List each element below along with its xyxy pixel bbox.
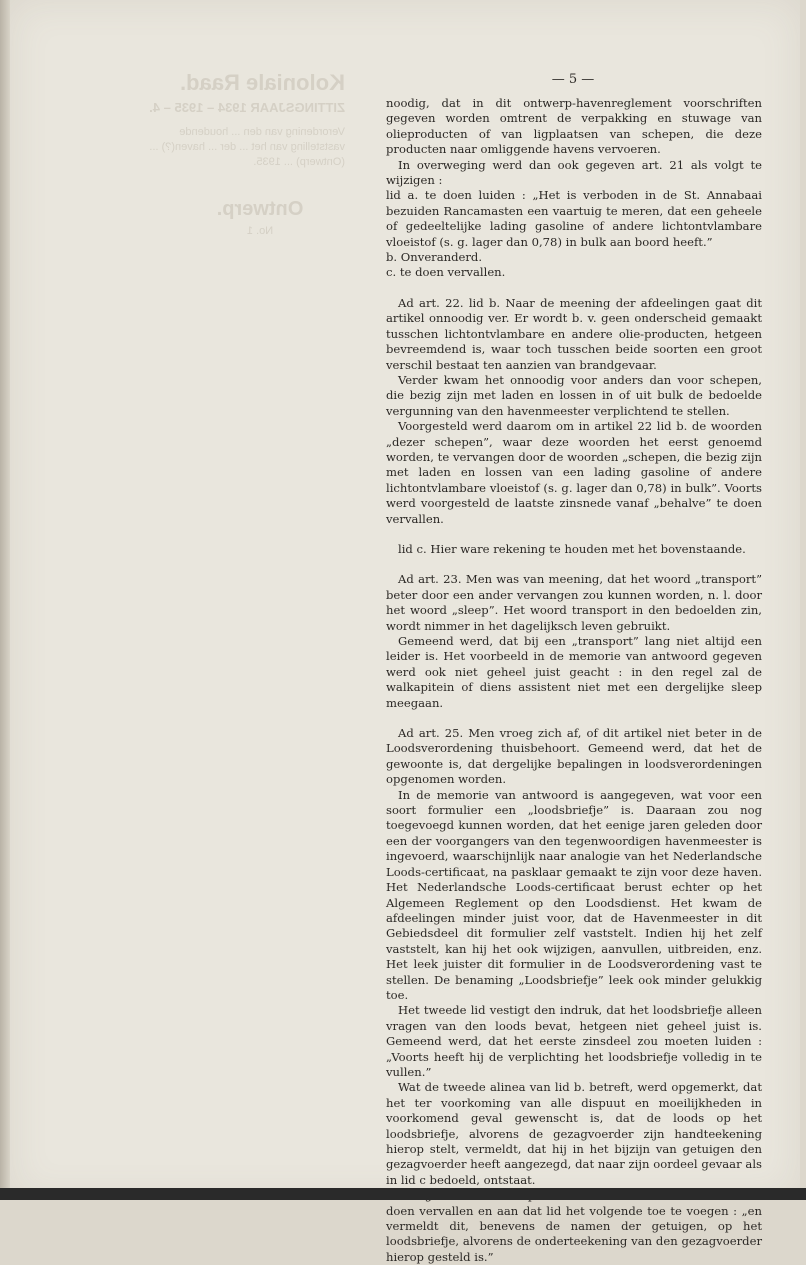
bleed-title: Ontwerp. — [216, 198, 304, 220]
page-number: — 5 — — [551, 72, 595, 87]
paragraph: In overweging werd dan ook gegeven art. 21 als volgt te wijzigen : — [386, 157, 762, 188]
paragraph: b. Onveranderd. — [386, 250, 483, 265]
paragraph: Voorgesteld werd daarom om in artikel 22 lid b. de woorden „dezer schepen”, waar deze woorden het eerst genoemd worden, te vervangen door de woorden „schepen, die bezig zijn met laden en lossen van een lading gasoline of andere lichtontvlambare vloeistof (s. g. lager dan 0,78) in bulk”. Voorts werd voorgesteld de laatste zinsnede vanaf „behalve” te doen vervallen. — [386, 419, 762, 526]
paragraph: c. te doen vervallen. — [386, 265, 506, 280]
scan-bottom-edge — [0, 1188, 806, 1200]
paragraph: In de memorie van antwoord is aangegeven, wat voor een soort formulier een „loodsbriefje” is. Daaraan zou nog toegevoegd kunnen worden, dat het eenige jaren geleden door een der voorgangers van den tegenwoordigen havenmeester is ingevoerd, waarschijnlijk naar analogie van het Nederlandsche Loods-certificaat, na pasklaar gemaakt te zijn voor deze haven. Het Nederlandsche Loods-certificaat berust echter op het Algemeen Reglement op den Loodsdienst. Het kwam de afdeelingen minder juist voor, dat de Havenmeester in dit Gebiedsdeel dit formulier zelf vaststelt. Indien hij het zelf vaststelt, kan hij het ook wijzigen, aanvullen, uitbreiden, enz. Het leek juister dit formulier in de Loodsverordening vast te stellen. De benaming „Loodsbriefje” leek ook minder gelukkig toe. — [386, 787, 762, 1002]
bleed-session: ZITTINGSJAAR 1934 – 1935 – 4. — [149, 100, 345, 115]
body-text — [386, 96, 762, 1265]
paragraph: Wat de tweede alinea van lid b. betreft, werd opgemerkt, dat het ter voorkoming van alle dispuut en moeilijkheden in voorkomend geval gewenscht is, dat de loods op het loodsbriefje, alvorens de gezagvoerder zijn handteekening hierop stelt, vermeldt, dat hij in het bijzijn van getuigen den gezagvoerder heeft aangezegd, dat naar zijn oordeel gevaar als in lid c bedoeld, ontstaat. — [386, 1080, 762, 1187]
paragraph: lid a. te doen luiden : „Het is verboden in de St. Annabaai bezuiden Rancamasten een vaartuig te meren, dat een geheele of gedeeltelijke lading gasoline of andere lichtontvlambare vloeistof (s. g. lager dan 0,78) in bulk aan boord heeft.” — [386, 188, 762, 249]
page-left-edge — [0, 0, 10, 1200]
paragraph: Ad art. 23. Men was van meening, dat het woord „transport” beter door een ander vervangen zou kunnen worden, n. l. door het woord „sleep”. Het woord transport in den bedoelden zin, wordt nimmer in het dagelijksch leven gebruikt. — [386, 572, 762, 633]
paragraph: doen vervallen en aan dat lid het volgende toe te voegen : „en vermeldt dit, benevens de namen der getuigen, op het loodsbriefje, alvorens de onderteekening van den gezagvoerder hierop gesteld is.” — [386, 1203, 762, 1264]
paragraph: Ad art. 22. lid b. Naar de meening der afdeelingen gaat dit artikel onnoodig ver. Er wordt b. v. geen onderscheid gemaakt tusschen lichtontvlambare en andere olie-producten, hetgeen bevreemdend is, waar toch tusschen beide soorten een groot verschil bestaat ten aanzien van brandgevaar. — [386, 295, 762, 372]
bleed-heading: Koloniale Raad. — [179, 70, 345, 95]
paragraph: Ad art. 25. Men vroeg zich af, of dit artikel niet beter in de Loodsverordening thuisbehoort. Gemeend werd, dat het de gewoonte is, dat dergelijke bepalingen in loodsverordeningen opgenomen worden. — [386, 726, 762, 787]
paragraph: noodig, dat in dit ontwerp-havenreglement voorschriften gegeven worden omtrent de verpakking en stuwage van olieproducten of van ligplaatsen van schepen, die deze producten naar omliggende havens vervoeren. — [386, 96, 762, 157]
paragraph: Het tweede lid vestigt den indruk, dat het loodsbriefje alleen vragen van den loods bevat, hetgeen niet geheel juist is. Gemeend werd, dat het eerste zinsdeel zou moeten luiden : „Voorts heeft hij de verplichting het loodsbriefje volledig in te vullen.” — [386, 1003, 762, 1079]
paragraph: lid c. Hier ware rekening te houden met het bovenstaande. — [398, 541, 746, 556]
bleed-description: Verordening van den ... houdende vaststelling van het ... der ... haven(?) ... (Ontwerp) ... 1935. — [149, 126, 345, 168]
paragraph: Gemeend werd, dat bij een „transport” lang niet altijd een leider is. Het voorbeeld in de memorie van antwoord gegeven werd ook niet geheel juist geacht : in den regel zal de walkapitein of diens assistent niet met een dergelijke sleep meegaan. — [386, 634, 762, 710]
paragraph: Verder kwam het onnoodig voor anders dan voor schepen, die bezig zijn met laden en lossen in of uit bulk de bedoelde vergunning van den havenmeester verplichtend te stellen. — [386, 372, 762, 418]
bleed-number: No. 1 — [246, 225, 274, 237]
